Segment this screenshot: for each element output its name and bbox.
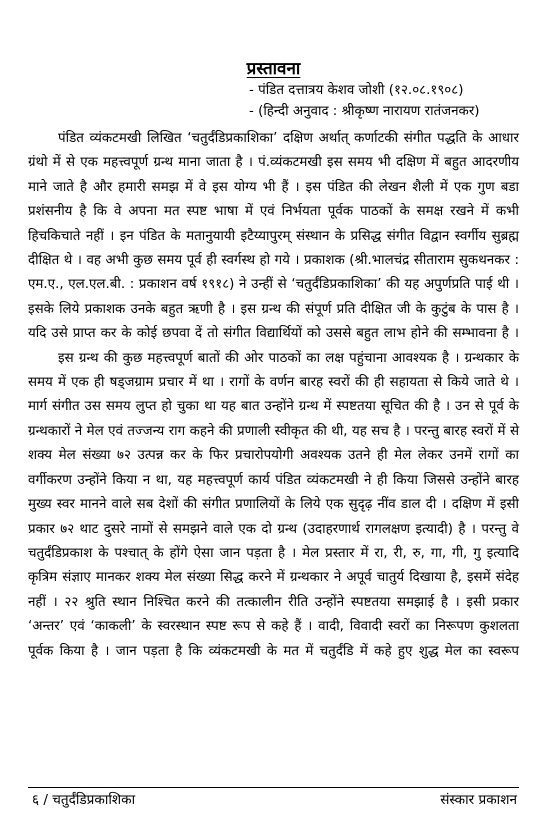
translator-byline: - (हिन्दी अनुवाद : श्रीकृष्ण नारायण रातंजनकर)	[249, 104, 480, 119]
page-title: प्रस्तावना	[246, 59, 301, 79]
page-number-footer: ६ / चतुर्दंडिप्रकाशिका	[32, 792, 136, 808]
author-byline: - पंडित दत्तात्रय केशव जोशी (१२.०८.१९०८)	[249, 83, 464, 98]
paragraph: इस ग्रन्थ की कुछ महत्त्वपूर्ण बातों की ओर पाठकों का लक्ष पहुंचाना आवश्यक है । ग्रन्थकार के समय में एक ही षड्जग्राम प्रचार में था । रागों के वर्णन बारह स्वरों की ही सहायता से किये जाते थे । मार्ग संगीत उस समय लुप्त हो चुका था यह बात उन्होंने ग्रन्थ में स्पष्टतया सूचित की है । उन से पूर्व के ग्रन्थकारों ने मेल एवं तज्जन्य राग कहने की प्रणाली स्वीकृत की थी, यह सच है । परन्तु बारह स्वरों में से शक्य मेल संख्या ७२ उत्पन्न कर के फिर प्रचारोपयोगी अवश्यक उतने ही मेल लेकर उनमें रागों का वर्गीकरण उन्होंने किया न था, यह महत्त्वपूर्ण कार्य पंडित व्यंकटमखी ने ही किया जिससे उन्होंने बारह मुख्य स्वर मानने वाले सब देशों की संगीत प्रणालियों के लिये एक सुदृढ़ नींव डाल दी । दक्षिण में इसी प्रकार ७२ थाट दुसरे नामों से समझने वाले एक दो ग्रन्थ (उदाहरणार्थ रागलक्षण इत्यादी) है । परन्तु वे चतुर्दंडिप्रकाश के पश्चात् के होंगे ऐसा जान पड़ता है । मेल प्रस्तार में रा, री, रु, गा, गी, गु इत्यादि कृत्रिम संज्ञाए मानकर शक्य मेल संख्या सिद्ध करने में ग्रन्थकार ने अपूर्व चातुर्य दिखाया है, इसमें संदेह नहीं । २२ श्रुति स्थान निश्चित करने की तत्कालीन रीति उन्होंने स्पष्टतया समझाई है । इसी प्रकार ‘अन्तर’ एवं ‘काकली’ के स्वरस्थान स्पष्ट रूप से कहे हैं । वादी, विवादी स्वरों का निरूपण कुशलता पूर्वक किया है । जान पड़ता है कि व्यंकटमखी के मत में चतुर्दंडि में कहे हुए शुद्ध मेल का स्वरूप	[28, 350, 519, 659]
body-text	[28, 127, 519, 664]
footer-divider	[28, 787, 519, 788]
paragraph: पंडित व्यंकटमखी लिखित ‘चतुर्दंडिप्रकाशिका’ दक्षिण अर्थात् कर्णाटकी संगीत पद्धति के आधार ग्रंथो में से एक महत्त्वपूर्ण ग्रन्थ माना जाता है । पं.व्यंकटमखी इस समय भी दक्षिण में बहुत आदरणीय माने जाते है और हमारी समझ में वे इस योग्य भी हैं । इस पंडित की लेखन शैली में एक गुण बडा प्रशंसनीय है कि वे अपना मत स्पष्ट भाषा में एवं निर्भयता पूर्वक पाठकों के समक्ष रखने में कभी हिचकिचाते नहीं । इन पंडित के मतानुयायी इटैय्यापुरम् संस्थान के प्रसिद्ध संगीत विद्वान स्वर्गीय सुब्रह्म दीक्षित थे । वह अभी कुछ समय पूर्व ही स्वर्गस्थ हो गये । प्रकाशक (श्री.भालचंद्र सीताराम सुकथनकर : एम.ए., एल.एल.बी. : प्रकाशन वर्ष १९१८) ने उन्हीं से ‘चतुर्दंडिप्रकाशिका’ की यह अपुर्णप्रति पाई थी । इसके लिये प्रकाशक उनके बहुत ऋणी है । इस ग्रन्थ की संपूर्ण प्रति दीक्षित जी के कुटुंब के पास है । यदि उसे प्राप्त कर के कोई छपवा दें तो संगीत विद्यार्थियों को उससे बहुत लाभ होने की सम्भावना है ।	[28, 131, 519, 342]
publisher-footer: संस्कार प्रकाशन	[440, 792, 517, 808]
